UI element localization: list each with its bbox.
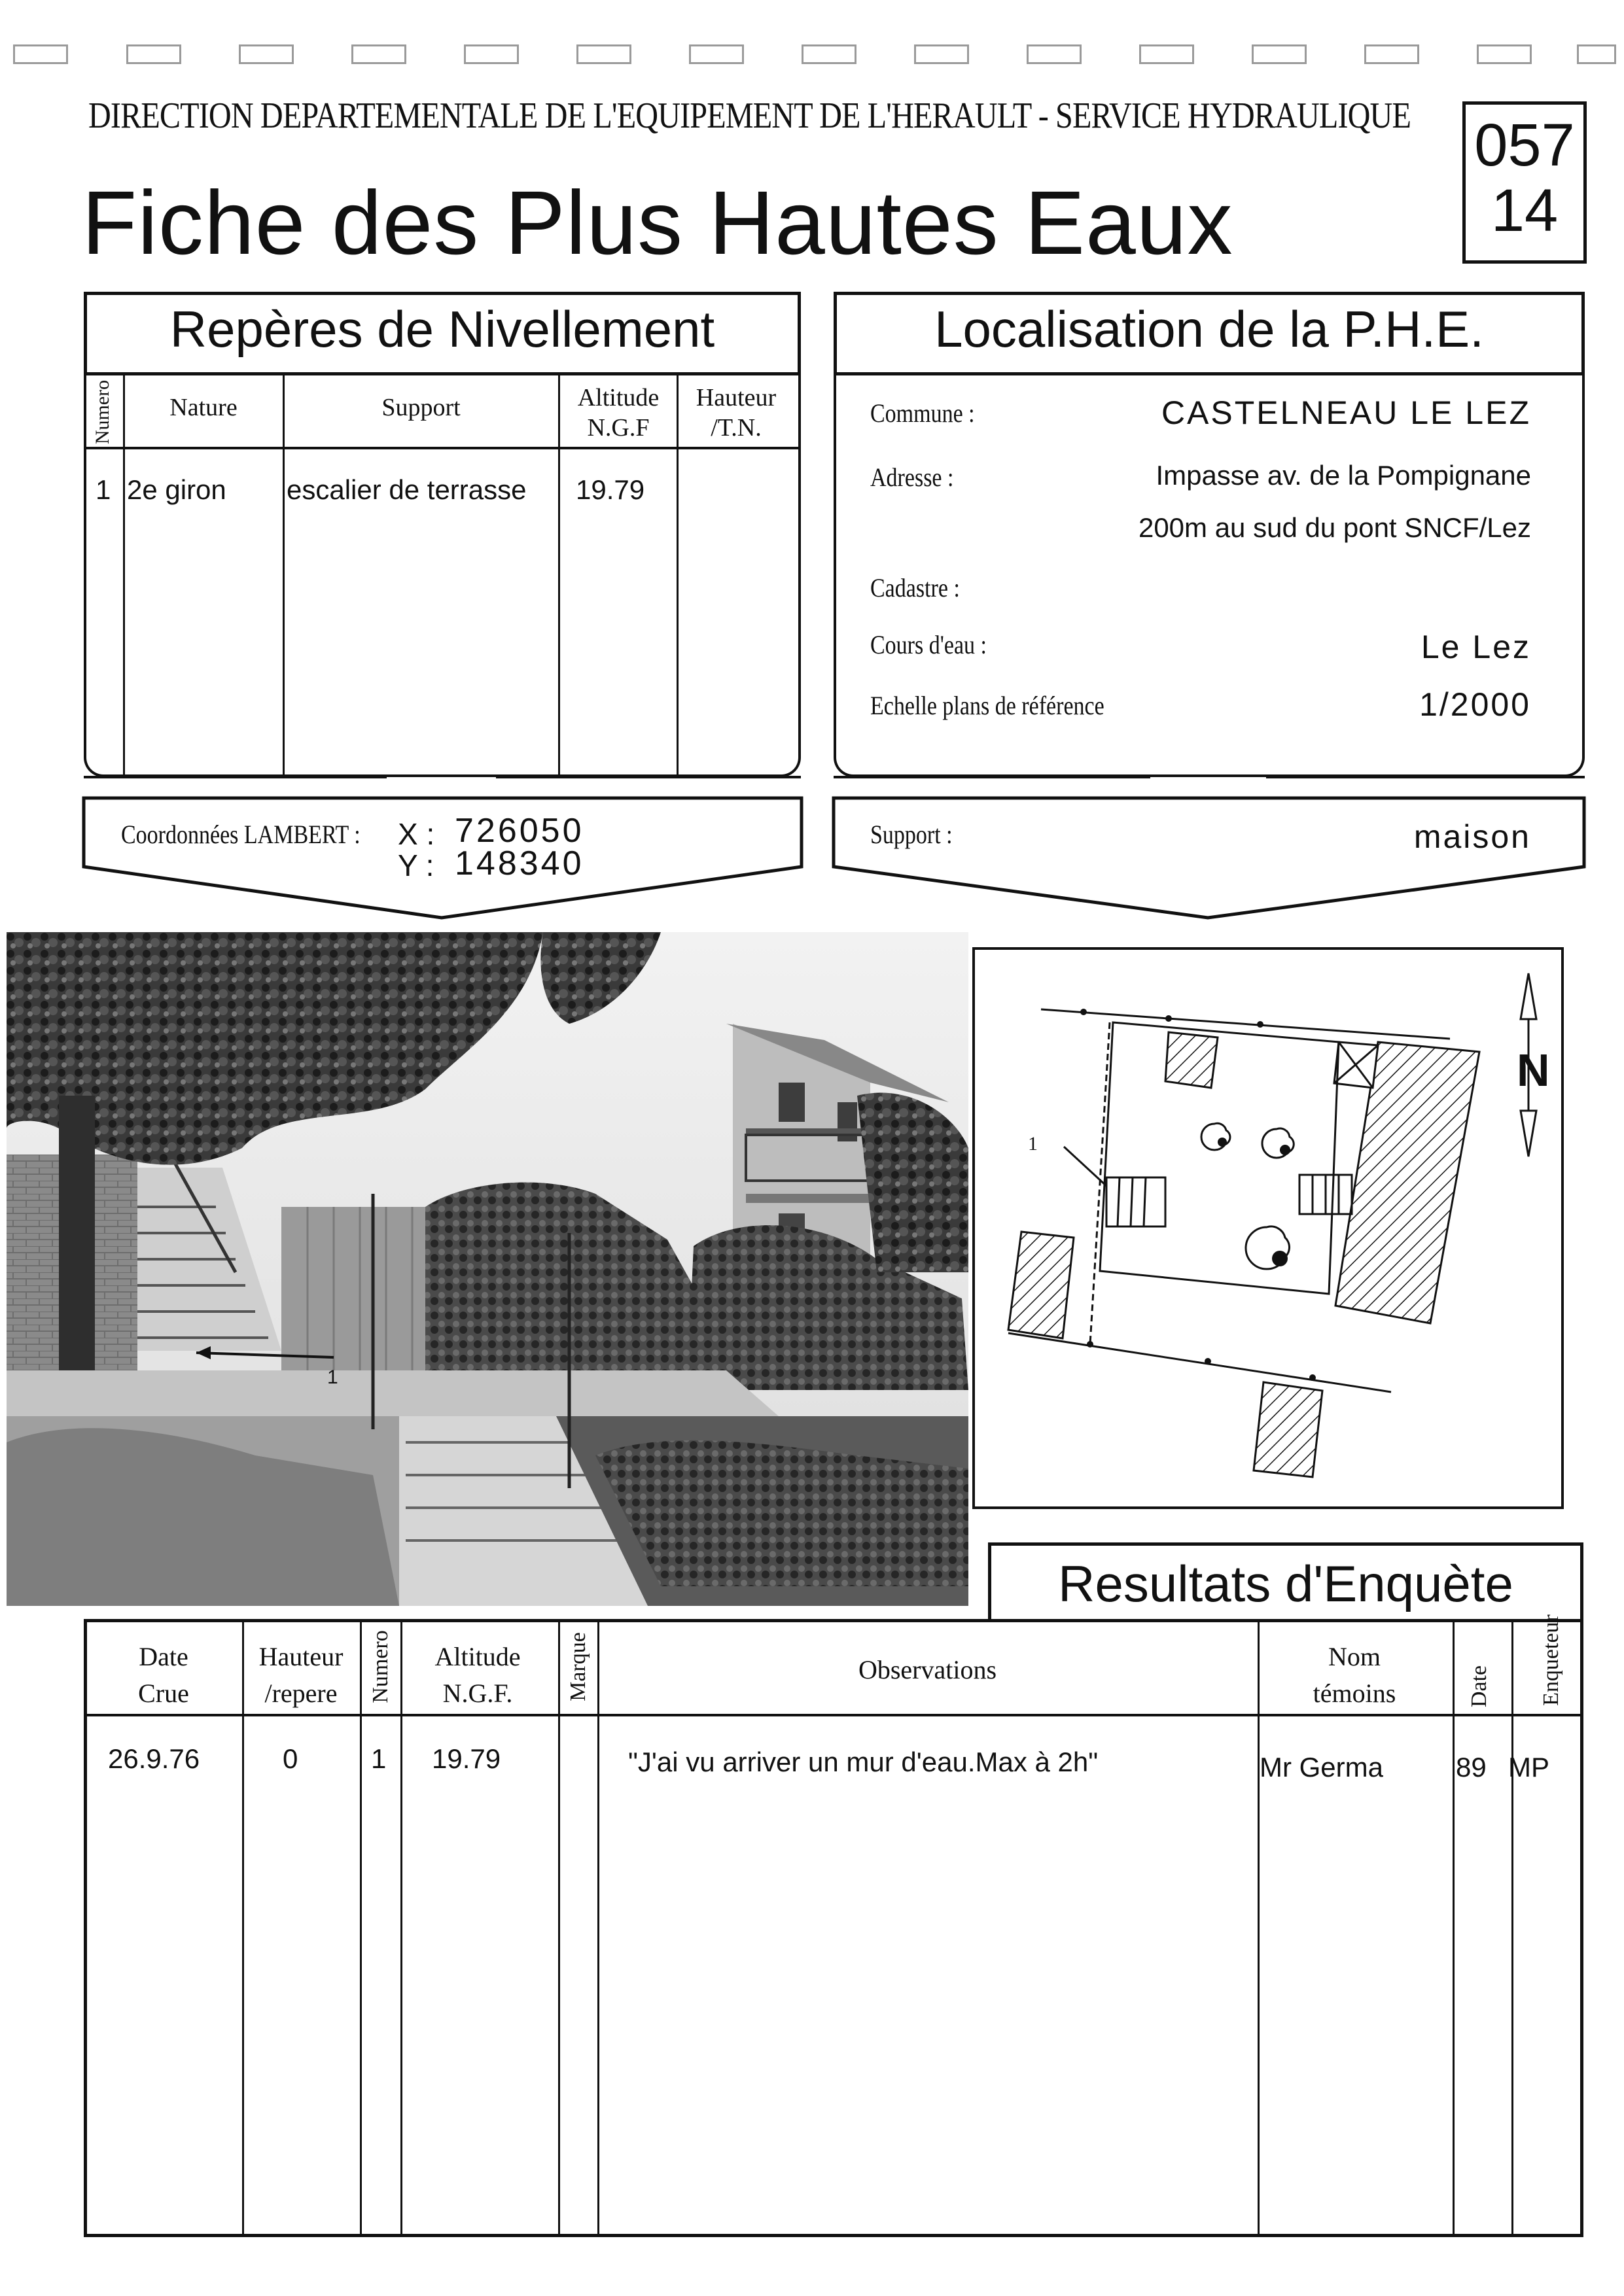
- reperes-col-divider: [558, 374, 560, 774]
- resultats-col-divider: [1258, 1619, 1260, 2237]
- coordonnees-y-label: Y :: [398, 848, 434, 882]
- reperes-bottom-right: [496, 776, 801, 778]
- coordonnees-y-value: 148340: [455, 844, 584, 882]
- coordonnees-label: Coordonnées LAMBERT :: [121, 820, 361, 849]
- reperes-row-support: escalier de terrasse: [287, 474, 527, 505]
- photo-marker-label: 1: [327, 1366, 338, 1388]
- fiche-code-bottom: 14: [1491, 177, 1559, 244]
- cadastre-label: Cadastre :: [870, 573, 960, 602]
- binder-hole: [351, 44, 406, 64]
- site-photo: [7, 932, 968, 1606]
- support-label: Support :: [870, 820, 953, 849]
- reperes-col-support: Support: [381, 394, 461, 421]
- cours-label: Cours d'eau :: [870, 630, 987, 659]
- reperes-col-hauteur: Hauteur /T.N.: [696, 384, 777, 442]
- resultats-col-enqueteur: Enqueteur: [1539, 1614, 1563, 1706]
- resultats-title: Resultats d'Enquète: [1058, 1555, 1513, 1612]
- resultats-row-numero: 1: [371, 1743, 387, 1774]
- binder-hole: [802, 44, 856, 64]
- resultats-col-divider: [360, 1619, 362, 2237]
- agency-header: DIRECTION DEPARTEMENTALE DE L'EQUIPEMENT DE L'HERAULT - SERVICE HYDRAULIQUE: [88, 96, 1411, 136]
- reperes-bottom-left: [84, 776, 387, 778]
- reperes-col-altitude: Altitude N.G.F: [577, 384, 660, 442]
- resultats-col-marque: Marque: [566, 1632, 590, 1701]
- north-label: N: [1517, 1045, 1550, 1096]
- resultats-col-date-crue: Date Crue: [138, 1642, 189, 1708]
- localisation-bottom-left: [834, 776, 1150, 778]
- reperes-row-numero: 1: [96, 474, 111, 505]
- reperes-col-divider: [283, 374, 285, 774]
- reperes-title: Repères de Nivellement: [169, 300, 715, 358]
- resultats-row-hauteur: 0: [283, 1743, 298, 1774]
- reperes-col-nature: Nature: [169, 394, 238, 421]
- reperes-row-nature: 2e giron: [127, 474, 226, 505]
- resultats-col-date: Date: [1467, 1665, 1491, 1708]
- binder-hole: [1027, 44, 1082, 64]
- resultats-col-divider: [242, 1619, 244, 2237]
- resultats-col-divider: [400, 1619, 402, 2237]
- resultats-col-hauteur: Hauteur /repere: [258, 1642, 344, 1708]
- binder-hole: [689, 44, 744, 64]
- commune-label: Commune :: [870, 398, 975, 428]
- coordonnees-x-label: X :: [398, 817, 435, 851]
- resultats-col-nom: Nom témoins: [1313, 1642, 1396, 1708]
- page-title: Fiche des Plus Hautes Eaux: [82, 173, 1233, 273]
- fiche-code-top: 057: [1474, 112, 1575, 179]
- echelle-value: 1/2000: [1419, 686, 1531, 723]
- resultats-row-enqueteur: MP: [1508, 1752, 1549, 1783]
- binder-hole: [239, 44, 294, 64]
- support-pointer: [828, 795, 1591, 922]
- adresse-line1: Impasse av. de la Pompignane: [1156, 460, 1531, 491]
- coordonnees-x-value: 726050: [455, 812, 584, 850]
- fiche-code-box: [1462, 101, 1587, 264]
- resultats-header-rule: [84, 1714, 1583, 1716]
- binder-hole: [1252, 44, 1307, 64]
- reperes-col-divider: [677, 374, 679, 774]
- binder-hole: [1577, 44, 1616, 64]
- binder-hole: [576, 44, 631, 64]
- resultats-row-date-crue: 26.9.76: [108, 1743, 200, 1774]
- localisation-title: Localisation de la P.H.E.: [934, 300, 1484, 358]
- reperes-col-numero: Numero: [92, 379, 113, 445]
- resultats-col-altitude: Altitude N.G.F.: [434, 1642, 521, 1708]
- binder-hole: [1364, 44, 1419, 64]
- reperes-col-divider: [123, 374, 125, 774]
- cours-value: Le Lez: [1421, 629, 1531, 665]
- binder-hole: [1139, 44, 1194, 64]
- resultats-col-numero: Numero: [368, 1630, 393, 1703]
- reperes-row-altitude: 19.79: [576, 474, 645, 505]
- localisation-bottom-right: [1266, 776, 1585, 778]
- resultats-col-divider: [597, 1619, 599, 2237]
- coordonnees-pointer: [79, 795, 808, 922]
- adresse-label: Adresse :: [870, 462, 954, 492]
- reperes-header-rule: [84, 447, 801, 449]
- binder-hole: [1477, 44, 1532, 64]
- support-value: maison: [1413, 818, 1531, 855]
- resultats-row-altitude: 19.79: [432, 1743, 501, 1774]
- resultats-row-date: 89: [1456, 1752, 1487, 1783]
- resultats-row-nom: Mr Germa: [1260, 1752, 1383, 1783]
- resultats-col-divider: [1453, 1619, 1455, 2237]
- binder-hole: [13, 44, 68, 64]
- resultats-col-divider: [1511, 1619, 1513, 2237]
- site-plan: [972, 947, 1564, 1510]
- binder-hole: [914, 44, 969, 64]
- echelle-label: Echelle plans de référence: [870, 691, 1104, 720]
- resultats-col-divider: [558, 1619, 560, 2237]
- binder-hole: [126, 44, 181, 64]
- resultats-row-observations: "J'ai vu arriver un mur d'eau.Max à 2h": [628, 1747, 1099, 1777]
- adresse-line2: 200m au sud du pont SNCF/Lez: [1138, 512, 1531, 543]
- commune-value: CASTELNEAU LE LEZ: [1161, 394, 1531, 431]
- resultats-col-observations: Observations: [858, 1655, 997, 1684]
- plan-marker-label: 1: [1028, 1133, 1038, 1155]
- binder-hole: [464, 44, 519, 64]
